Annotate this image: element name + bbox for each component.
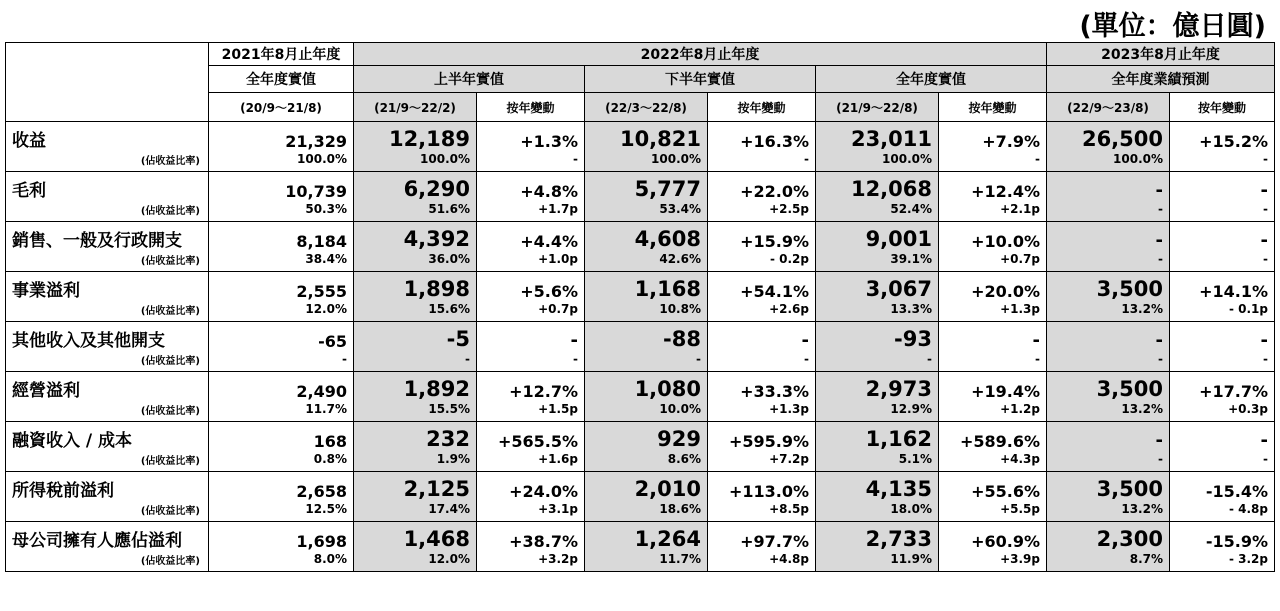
- row-label: 收益: [6, 122, 209, 153]
- header-fc-yoy: 按年變動: [1170, 93, 1275, 122]
- value-cell: 2,658: [209, 472, 354, 503]
- table-row: [6, 372, 1275, 403]
- ratio-cell: -: [477, 152, 585, 172]
- ratio-cell: 18.6%: [585, 502, 708, 522]
- value-cell: -: [939, 322, 1047, 353]
- value-cell: +97.7%: [708, 522, 816, 553]
- ratio-cell: +1.3p: [939, 302, 1047, 322]
- value-cell: 1,162: [816, 422, 939, 453]
- ratio-label: (佔收益比率): [6, 252, 209, 272]
- ratio-cell: 52.4%: [816, 202, 939, 222]
- ratio-cell: +0.3p: [1170, 402, 1275, 422]
- header-h2-period: (22/3～22/8): [585, 93, 708, 122]
- ratio-cell: 12.0%: [354, 552, 477, 572]
- ratio-cell: +2.5p: [708, 202, 816, 222]
- value-cell: -15.9%: [1170, 522, 1275, 553]
- table-row: [6, 272, 1275, 303]
- header-h1-title: 上半年實值: [354, 66, 585, 93]
- value-cell: -: [708, 322, 816, 353]
- value-cell: +113.0%: [708, 472, 816, 503]
- value-cell: 2,300: [1047, 522, 1170, 553]
- ratio-cell: 13.3%: [816, 302, 939, 322]
- value-cell: +15.9%: [708, 222, 816, 253]
- value-cell: +24.0%: [477, 472, 585, 503]
- ratio-cell: 10.8%: [585, 302, 708, 322]
- header-fy2021: 2021年8月止年度: [209, 43, 354, 66]
- ratio-cell: 5.1%: [816, 452, 939, 472]
- ratio-cell: 11.7%: [209, 402, 354, 422]
- value-cell: 4,135: [816, 472, 939, 503]
- header-fc-title: 全年度業績預測: [1047, 66, 1275, 93]
- table-row: [6, 172, 1275, 203]
- header-h2-title: 下半年實值: [585, 66, 816, 93]
- value-cell: 2,125: [354, 472, 477, 503]
- ratio-cell: +8.5p: [708, 502, 816, 522]
- value-cell: -15.4%: [1170, 472, 1275, 503]
- ratio-cell: 13.2%: [1047, 302, 1170, 322]
- ratio-cell: 13.2%: [1047, 402, 1170, 422]
- value-cell: +38.7%: [477, 522, 585, 553]
- header-h2-yoy: 按年變動: [708, 93, 816, 122]
- ratio-cell: 42.6%: [585, 252, 708, 272]
- ratio-cell: 15.6%: [354, 302, 477, 322]
- ratio-cell: 51.6%: [354, 202, 477, 222]
- row-label: 所得稅前溢利: [6, 472, 209, 503]
- value-cell: 1,080: [585, 372, 708, 403]
- value-cell: -88: [585, 322, 708, 353]
- ratio-cell: 38.4%: [209, 252, 354, 272]
- ratio-cell: 11.7%: [585, 552, 708, 572]
- value-cell: 929: [585, 422, 708, 453]
- ratio-cell: -: [209, 352, 354, 372]
- header-fy2022: 2022年8月止年度: [354, 43, 1047, 66]
- value-cell: 26,500: [1047, 122, 1170, 153]
- header-fy2023: 2023年8月止年度: [1047, 43, 1275, 66]
- ratio-cell: 15.5%: [354, 402, 477, 422]
- value-cell: 10,739: [209, 172, 354, 203]
- table-row-ratio: [6, 552, 1275, 572]
- table-row-ratio: [6, 252, 1275, 272]
- ratio-cell: 53.4%: [585, 202, 708, 222]
- ratio-cell: - 0.1p: [1170, 302, 1275, 322]
- value-cell: +55.6%: [939, 472, 1047, 503]
- ratio-cell: 11.9%: [816, 552, 939, 572]
- table-row: [6, 472, 1275, 503]
- value-cell: +4.4%: [477, 222, 585, 253]
- ratio-cell: 17.4%: [354, 502, 477, 522]
- ratio-cell: 12.0%: [209, 302, 354, 322]
- ratio-cell: 100.0%: [585, 152, 708, 172]
- header-c1-title: 全年度實值: [209, 66, 354, 93]
- value-cell: 3,500: [1047, 472, 1170, 503]
- value-cell: 2,733: [816, 522, 939, 553]
- value-cell: 1,898: [354, 272, 477, 303]
- ratio-cell: +5.5p: [939, 502, 1047, 522]
- value-cell: -: [1047, 222, 1170, 253]
- value-cell: -65: [209, 322, 354, 353]
- table-row: [6, 422, 1275, 453]
- value-cell: +1.3%: [477, 122, 585, 153]
- ratio-cell: 12.9%: [816, 402, 939, 422]
- header-fc-period: (22/9～23/8): [1047, 93, 1170, 122]
- table-row-ratio: [6, 452, 1275, 472]
- table-row: [6, 122, 1275, 153]
- ratio-cell: +1.3p: [708, 402, 816, 422]
- row-label: 經營溢利: [6, 372, 209, 403]
- table-row-ratio: [6, 402, 1275, 422]
- value-cell: 1,168: [585, 272, 708, 303]
- financial-results-table: [5, 42, 1275, 572]
- row-label: 事業溢利: [6, 272, 209, 303]
- value-cell: +4.8%: [477, 172, 585, 203]
- value-cell: 4,608: [585, 222, 708, 253]
- value-cell: 1,698: [209, 522, 354, 553]
- value-cell: +22.0%: [708, 172, 816, 203]
- ratio-label: (佔收益比率): [6, 502, 209, 522]
- ratio-cell: 50.3%: [209, 202, 354, 222]
- ratio-cell: -: [354, 352, 477, 372]
- ratio-label: (佔收益比率): [6, 352, 209, 372]
- value-cell: -: [477, 322, 585, 353]
- ratio-cell: - 3.2p: [1170, 552, 1275, 572]
- value-cell: 12,189: [354, 122, 477, 153]
- ratio-cell: -: [1047, 452, 1170, 472]
- ratio-cell: -: [1170, 352, 1275, 372]
- row-label: 其他收入及其他開支: [6, 322, 209, 353]
- value-cell: +54.1%: [708, 272, 816, 303]
- value-cell: +20.0%: [939, 272, 1047, 303]
- table-row-ratio: [6, 502, 1275, 522]
- value-cell: 5,777: [585, 172, 708, 203]
- ratio-cell: 8.7%: [1047, 552, 1170, 572]
- ratio-label: (佔收益比率): [6, 152, 209, 172]
- ratio-label: (佔收益比率): [6, 202, 209, 222]
- ratio-cell: 100.0%: [1047, 152, 1170, 172]
- ratio-cell: 12.5%: [209, 502, 354, 522]
- table-row-ratio: [6, 152, 1275, 172]
- value-cell: 3,500: [1047, 372, 1170, 403]
- header-fy22-period: (21/9～22/8): [816, 93, 939, 122]
- table-row-ratio: [6, 302, 1275, 322]
- ratio-label: (佔收益比率): [6, 302, 209, 322]
- value-cell: 232: [354, 422, 477, 453]
- ratio-cell: -: [1170, 252, 1275, 272]
- ratio-cell: 1.9%: [354, 452, 477, 472]
- ratio-cell: +2.6p: [708, 302, 816, 322]
- ratio-cell: +1.5p: [477, 402, 585, 422]
- row-label: 母公司擁有人應佔溢利: [6, 522, 209, 553]
- ratio-cell: 39.1%: [816, 252, 939, 272]
- ratio-cell: +1.7p: [477, 202, 585, 222]
- header-h1-yoy: 按年變動: [477, 93, 585, 122]
- value-cell: 2,973: [816, 372, 939, 403]
- value-cell: -: [1170, 422, 1275, 453]
- value-cell: +14.1%: [1170, 272, 1275, 303]
- value-cell: 1,264: [585, 522, 708, 553]
- corner-cell: [6, 43, 209, 122]
- value-cell: 10,821: [585, 122, 708, 153]
- header-h1-period: (21/9～22/2): [354, 93, 477, 122]
- ratio-label: (佔收益比率): [6, 552, 209, 572]
- value-cell: 23,011: [816, 122, 939, 153]
- ratio-cell: 10.0%: [585, 402, 708, 422]
- ratio-cell: 8.0%: [209, 552, 354, 572]
- ratio-cell: 0.8%: [209, 452, 354, 472]
- value-cell: 8,184: [209, 222, 354, 253]
- ratio-cell: +4.3p: [939, 452, 1047, 472]
- value-cell: 6,290: [354, 172, 477, 203]
- value-cell: +12.4%: [939, 172, 1047, 203]
- unit-label: (單位：億日圓): [1079, 11, 1266, 42]
- ratio-cell: 18.0%: [816, 502, 939, 522]
- ratio-cell: +3.9p: [939, 552, 1047, 572]
- value-cell: 168: [209, 422, 354, 453]
- row-label: 銷售、一般及行政開支: [6, 222, 209, 253]
- ratio-cell: -: [816, 352, 939, 372]
- ratio-cell: 100.0%: [816, 152, 939, 172]
- table-body: [6, 122, 1275, 572]
- value-cell: +16.3%: [708, 122, 816, 153]
- value-cell: +15.2%: [1170, 122, 1275, 153]
- row-label: 毛利: [6, 172, 209, 203]
- ratio-cell: +1.6p: [477, 452, 585, 472]
- ratio-cell: -: [1170, 202, 1275, 222]
- value-cell: -: [1047, 422, 1170, 453]
- ratio-cell: +2.1p: [939, 202, 1047, 222]
- value-cell: +595.9%: [708, 422, 816, 453]
- ratio-cell: 13.2%: [1047, 502, 1170, 522]
- header-fy22-title: 全年度實值: [816, 66, 1047, 93]
- value-cell: +565.5%: [477, 422, 585, 453]
- value-cell: -5: [354, 322, 477, 353]
- value-cell: +17.7%: [1170, 372, 1275, 403]
- table-row-ratio: [6, 202, 1275, 222]
- value-cell: 2,010: [585, 472, 708, 503]
- value-cell: -: [1170, 172, 1275, 203]
- value-cell: +589.6%: [939, 422, 1047, 453]
- ratio-cell: -: [585, 352, 708, 372]
- value-cell: 3,067: [816, 272, 939, 303]
- ratio-label: (佔收益比率): [6, 402, 209, 422]
- table-row-ratio: [6, 352, 1275, 372]
- value-cell: 2,490: [209, 372, 354, 403]
- ratio-cell: +1.0p: [477, 252, 585, 272]
- ratio-cell: -: [1047, 202, 1170, 222]
- ratio-cell: +0.7p: [477, 302, 585, 322]
- value-cell: +19.4%: [939, 372, 1047, 403]
- value-cell: -: [1047, 172, 1170, 203]
- value-cell: +60.9%: [939, 522, 1047, 553]
- ratio-cell: -: [1047, 352, 1170, 372]
- ratio-cell: +3.1p: [477, 502, 585, 522]
- ratio-cell: - 0.2p: [708, 252, 816, 272]
- ratio-cell: 36.0%: [354, 252, 477, 272]
- value-cell: +12.7%: [477, 372, 585, 403]
- value-cell: -: [1047, 322, 1170, 353]
- ratio-cell: 100.0%: [354, 152, 477, 172]
- value-cell: 9,001: [816, 222, 939, 253]
- ratio-cell: 100.0%: [209, 152, 354, 172]
- value-cell: +7.9%: [939, 122, 1047, 153]
- header-fy22-yoy: 按年變動: [939, 93, 1047, 122]
- ratio-cell: +0.7p: [939, 252, 1047, 272]
- ratio-cell: -: [939, 152, 1047, 172]
- ratio-cell: -: [1170, 152, 1275, 172]
- table-row: [6, 322, 1275, 353]
- ratio-cell: +3.2p: [477, 552, 585, 572]
- value-cell: +5.6%: [477, 272, 585, 303]
- ratio-label: (佔收益比率): [6, 452, 209, 472]
- row-label: 融資收入 / 成本: [6, 422, 209, 453]
- value-cell: 21,329: [209, 122, 354, 153]
- ratio-cell: -: [939, 352, 1047, 372]
- ratio-cell: +1.2p: [939, 402, 1047, 422]
- value-cell: 3,500: [1047, 272, 1170, 303]
- ratio-cell: +7.2p: [708, 452, 816, 472]
- value-cell: 1,468: [354, 522, 477, 553]
- header-c1-period: (20/9～21/8): [209, 93, 354, 122]
- ratio-cell: -: [477, 352, 585, 372]
- value-cell: 12,068: [816, 172, 939, 203]
- ratio-cell: -: [708, 152, 816, 172]
- value-cell: +10.0%: [939, 222, 1047, 253]
- ratio-cell: -: [708, 352, 816, 372]
- ratio-cell: 8.6%: [585, 452, 708, 472]
- ratio-cell: -: [1047, 252, 1170, 272]
- value-cell: 4,392: [354, 222, 477, 253]
- value-cell: -93: [816, 322, 939, 353]
- value-cell: 1,892: [354, 372, 477, 403]
- value-cell: -: [1170, 322, 1275, 353]
- value-cell: +33.3%: [708, 372, 816, 403]
- ratio-cell: +4.8p: [708, 552, 816, 572]
- ratio-cell: - 4.8p: [1170, 502, 1275, 522]
- value-cell: -: [1170, 222, 1275, 253]
- table-row: [6, 222, 1275, 253]
- ratio-cell: -: [1170, 452, 1275, 472]
- table-row: [6, 522, 1275, 553]
- value-cell: 2,555: [209, 272, 354, 303]
